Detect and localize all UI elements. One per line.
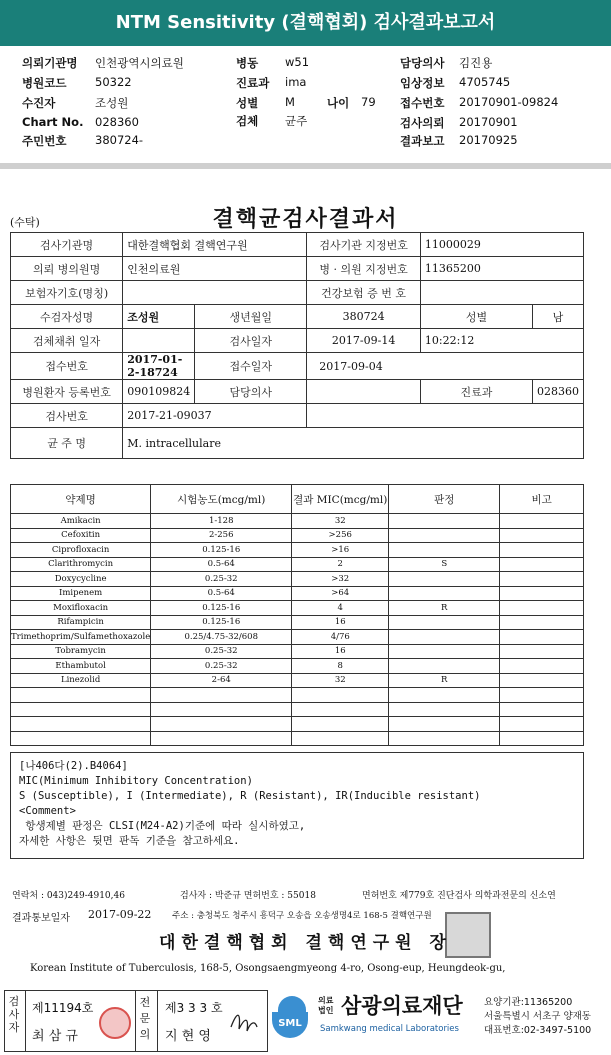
info-value bbox=[307, 380, 421, 404]
hdr-value: 인천광역시의료원 bbox=[95, 56, 184, 70]
hdr-value: 20170901-09824 bbox=[459, 95, 559, 109]
drug-row bbox=[11, 514, 584, 529]
drug-cell-range: 0.25-32 bbox=[151, 572, 292, 587]
drug-cell-mic: >256 bbox=[292, 528, 389, 543]
drug-cell-interp bbox=[389, 572, 500, 587]
hdr-label: 결과보고 bbox=[400, 134, 445, 148]
hdr-label: 나이 bbox=[327, 96, 350, 110]
drug-cell-name: Cefoxitin bbox=[11, 528, 151, 543]
hdr-label: 진료과 bbox=[236, 76, 270, 90]
report-date: 2017-09-22 bbox=[88, 908, 152, 921]
drug-cell-interp bbox=[389, 615, 500, 630]
drug-cell-note bbox=[500, 586, 584, 601]
info-value bbox=[123, 329, 195, 353]
drug-cell-range bbox=[151, 688, 292, 703]
drug-cell-range bbox=[151, 731, 292, 746]
lab-footer bbox=[0, 988, 611, 1055]
lab-name-en: Samkwang medical Laboratories bbox=[320, 1024, 459, 1034]
examiner-no: 제11194호 bbox=[32, 1001, 94, 1015]
drug-cell-range: 1-128 bbox=[151, 514, 292, 529]
hdr-value: 50322 bbox=[95, 75, 132, 89]
info-value: 380724 bbox=[307, 305, 421, 329]
info-value: 조성원 bbox=[123, 305, 195, 329]
drug-cell-mic bbox=[292, 702, 389, 717]
drug-cell-range bbox=[151, 717, 292, 732]
drug-cell-name: Moxifloxacin bbox=[11, 601, 151, 616]
examiner-name: 최 삼 규 bbox=[32, 1029, 78, 1044]
drug-cell-note bbox=[500, 557, 584, 572]
info-label: 의뢰 병의원명 bbox=[11, 257, 123, 281]
info-label: 진료과 bbox=[420, 380, 532, 404]
hdr-label: 병원코드 bbox=[22, 76, 67, 90]
drug-cell-range: 0.25-32 bbox=[151, 644, 292, 659]
drug-cell-mic: 32 bbox=[292, 673, 389, 688]
drug-cell-interp bbox=[389, 528, 500, 543]
report-title: NTM Sensitivity (결핵협회) 검사결과보고서 bbox=[0, 0, 611, 46]
drug-row bbox=[11, 601, 584, 616]
drug-cell-note bbox=[500, 514, 584, 529]
note-line: S (Susceptible), I (Intermediate), R (Resistant), IR(Inducible resistant) bbox=[19, 790, 481, 802]
drug-cell-note bbox=[500, 659, 584, 674]
lab-phone: 대표번호:02-3497-5100 bbox=[484, 1025, 592, 1036]
drug-row bbox=[11, 557, 584, 572]
note-line: <Comment> bbox=[19, 805, 76, 817]
drug-cell-note bbox=[500, 717, 584, 732]
info-value: 남 bbox=[533, 305, 584, 329]
specialist-label: 전문의 bbox=[139, 996, 151, 1041]
signature-box bbox=[4, 990, 268, 1052]
hdr-label: 의뢰기관명 bbox=[22, 56, 78, 70]
col-header: 판정 bbox=[389, 485, 500, 514]
drug-cell-interp bbox=[389, 630, 500, 645]
info-value: 2017-09-14 bbox=[307, 329, 421, 353]
drug-cell-range: 0.125-16 bbox=[151, 601, 292, 616]
drug-row bbox=[11, 615, 584, 630]
drug-row bbox=[11, 644, 584, 659]
info-label: 검사일자 bbox=[195, 329, 307, 353]
susceptibility-table bbox=[10, 484, 584, 746]
hdr-value: 20170925 bbox=[459, 133, 518, 147]
drug-cell-name: Rifampicin bbox=[11, 615, 151, 630]
drug-row bbox=[11, 702, 584, 717]
drug-cell-mic: 32 bbox=[292, 514, 389, 529]
col-header: 비고 bbox=[500, 485, 584, 514]
scanned-document bbox=[0, 172, 611, 972]
info-label: 접수번호 bbox=[11, 353, 123, 380]
col-header: 약제명 bbox=[11, 485, 151, 514]
info-label: 수검자성명 bbox=[11, 305, 123, 329]
divider bbox=[0, 163, 611, 169]
info-value: 인천의료원 bbox=[123, 257, 307, 281]
info-value: 2017-01-2-18724 bbox=[123, 353, 195, 380]
drug-cell-name: Tobramycin bbox=[11, 644, 151, 659]
col-header: 결과 MIC(mcg/ml) bbox=[292, 485, 389, 514]
drug-cell-mic: 16 bbox=[292, 644, 389, 659]
drug-cell-name bbox=[11, 688, 151, 703]
drug-row bbox=[11, 673, 584, 688]
drug-cell-mic: 2 bbox=[292, 557, 389, 572]
drug-cell-interp bbox=[389, 688, 500, 703]
drug-cell-mic: 8 bbox=[292, 659, 389, 674]
logo-mark: SML bbox=[272, 1012, 308, 1038]
info-value: 10:22:12 bbox=[420, 329, 583, 353]
drug-cell-name: Imipenem bbox=[11, 586, 151, 601]
drug-cell-note bbox=[500, 528, 584, 543]
hdr-value: 380724- bbox=[95, 133, 144, 147]
drug-cell-note bbox=[500, 615, 584, 630]
specialist-name: 지 현 영 bbox=[165, 1029, 211, 1044]
note-line: 항생제별 판정은 CLSI(M24-A2)기준에 따라 실시하였고, bbox=[19, 820, 306, 832]
info-value: M. intracellulare bbox=[123, 428, 584, 459]
note-line: MIC(Minimum Inhibitory Concentration) bbox=[19, 775, 253, 787]
drug-cell-mic: >16 bbox=[292, 543, 389, 558]
drug-cell-mic: >32 bbox=[292, 572, 389, 587]
drug-cell-note bbox=[500, 731, 584, 746]
drug-cell-range: 2-64 bbox=[151, 673, 292, 688]
info-label: 병 · 의원 지정번호 bbox=[307, 257, 421, 281]
drug-rows bbox=[11, 514, 584, 746]
hdr-value: 4705745 bbox=[459, 75, 511, 89]
info-label: 검체채취 일자 bbox=[11, 329, 123, 353]
drug-cell-name: Ciprofloxacin bbox=[11, 543, 151, 558]
drug-row bbox=[11, 528, 584, 543]
hdr-value: 20170901 bbox=[459, 115, 518, 129]
info-value: 2017-21-09037 bbox=[123, 404, 307, 428]
info-label: 병원환자 등록번호 bbox=[11, 380, 123, 404]
drug-cell-mic: 16 bbox=[292, 615, 389, 630]
hdr-label: 담당의사 bbox=[400, 56, 445, 70]
drug-cell-name: Clarithromycin bbox=[11, 557, 151, 572]
drug-cell-note bbox=[500, 543, 584, 558]
examiner-label: 검사자 bbox=[8, 995, 20, 1034]
drug-cell-note bbox=[500, 572, 584, 587]
hdr-label: 접수번호 bbox=[400, 96, 445, 110]
address-text: 주소 : 충청북도 청주시 흥덕구 오송읍 오송생명4로 168-5 결핵연구원 bbox=[172, 911, 432, 921]
drug-cell-mic bbox=[292, 688, 389, 703]
signature-icon bbox=[227, 1007, 261, 1037]
info-label: 검사기관명 bbox=[11, 233, 123, 257]
drug-cell-name: Amikacin bbox=[11, 514, 151, 529]
drug-cell-mic: 4 bbox=[292, 601, 389, 616]
info-value: 090109824 bbox=[123, 380, 195, 404]
drug-cell-interp bbox=[389, 514, 500, 529]
info-label: 성별 bbox=[420, 305, 532, 329]
drug-cell-range: 0.25/4.75-32/608 bbox=[151, 630, 292, 645]
hdr-label: 수진자 bbox=[22, 96, 56, 110]
patient-info-table bbox=[10, 232, 584, 459]
drug-cell-note bbox=[500, 630, 584, 645]
drug-cell-range: 0.5-64 bbox=[151, 557, 292, 572]
drug-row bbox=[11, 659, 584, 674]
lab-name: 삼광의료재단 bbox=[341, 994, 463, 1018]
drug-cell-name: Trimethoprim/Sulfamethoxazole bbox=[11, 630, 151, 645]
hdr-label: 병동 bbox=[236, 56, 259, 70]
drug-row bbox=[11, 586, 584, 601]
info-value: 대한결핵협회 결핵연구원 bbox=[123, 233, 307, 257]
drug-cell-interp bbox=[389, 644, 500, 659]
hdr-value: M bbox=[285, 95, 295, 109]
info-value: 2017-09-04 bbox=[307, 353, 584, 380]
drug-row bbox=[11, 543, 584, 558]
hdr-label: 검체 bbox=[236, 114, 259, 128]
info-value bbox=[123, 281, 307, 305]
hdr-label: 검사의뢰 bbox=[400, 116, 445, 130]
drug-cell-note bbox=[500, 673, 584, 688]
drug-cell-name: Linezolid bbox=[11, 673, 151, 688]
drug-cell-interp bbox=[389, 586, 500, 601]
org-english: Korean Institute of Tuberculosis, 168-5, Osongsaengmyeong 4-ro, Osong-eup, Heungdeok-gu, bbox=[30, 963, 506, 974]
drug-row bbox=[11, 688, 584, 703]
specialist-no: 제3 3 3 호 bbox=[165, 1001, 223, 1015]
drug-cell-interp bbox=[389, 659, 500, 674]
drug-row bbox=[11, 572, 584, 587]
lab-logo bbox=[272, 996, 314, 1042]
info-value bbox=[420, 281, 583, 305]
info-value: 11365200 bbox=[420, 257, 583, 281]
drug-cell-interp bbox=[389, 717, 500, 732]
info-label: 검사기관 지정번호 bbox=[307, 233, 421, 257]
hdr-value: 조성원 bbox=[95, 96, 129, 110]
drug-cell-range: 0.125-16 bbox=[151, 615, 292, 630]
hdr-label: 임상정보 bbox=[400, 76, 445, 90]
drug-cell-interp bbox=[389, 731, 500, 746]
note-line: [나406다(2).B4064] bbox=[19, 760, 128, 772]
drug-cell-range: 0.5-64 bbox=[151, 586, 292, 601]
hdr-label: Chart No. bbox=[22, 115, 84, 129]
drug-cell-mic: 4/76 bbox=[292, 630, 389, 645]
drug-cell-range: 0.125-16 bbox=[151, 543, 292, 558]
hdr-value: 김진용 bbox=[459, 56, 493, 70]
hdr-value: w51 bbox=[285, 55, 310, 69]
examiner-text: 검사자 : 박준규 면허번호 : 55018 bbox=[180, 891, 316, 901]
hdr-value: 028360 bbox=[95, 115, 139, 129]
hdr-value: 균주 bbox=[285, 114, 308, 128]
drug-cell-name: Doxycycline bbox=[11, 572, 151, 587]
info-label: 검사번호 bbox=[11, 404, 123, 428]
drug-cell-mic: >64 bbox=[292, 586, 389, 601]
info-label: 생년월일 bbox=[195, 305, 307, 329]
drug-cell-name bbox=[11, 731, 151, 746]
drug-cell-interp: R bbox=[389, 673, 500, 688]
info-label: 담당의사 bbox=[195, 380, 307, 404]
drug-cell-mic bbox=[292, 731, 389, 746]
info-value: 11000029 bbox=[420, 233, 583, 257]
hdr-label: 성별 bbox=[236, 96, 259, 110]
drug-cell-interp: R bbox=[389, 601, 500, 616]
hdr-value: ima bbox=[285, 75, 307, 89]
drug-cell-note bbox=[500, 601, 584, 616]
drug-cell-interp bbox=[389, 702, 500, 717]
info-label: 접수일자 bbox=[195, 353, 307, 380]
drug-row bbox=[11, 731, 584, 746]
drug-cell-note bbox=[500, 644, 584, 659]
info-value: 028360 bbox=[533, 380, 584, 404]
logo-tag: 의료법인 bbox=[318, 996, 334, 1015]
drug-cell-range: 2-256 bbox=[151, 528, 292, 543]
lab-code: 요양기관:11365200 bbox=[484, 997, 573, 1008]
report-date-label: 결과통보일자 bbox=[12, 913, 70, 924]
hdr-label: 주민번호 bbox=[22, 134, 67, 148]
drug-cell-name bbox=[11, 702, 151, 717]
info-label: 균 주 명 bbox=[11, 428, 123, 459]
drug-cell-interp bbox=[389, 543, 500, 558]
drug-cell-interp: S bbox=[389, 557, 500, 572]
drug-row bbox=[11, 717, 584, 732]
info-label: 건강보험 증 번 호 bbox=[307, 281, 421, 305]
drug-cell-range bbox=[151, 702, 292, 717]
license-text: 면허번호 제779호 진단검사 의학과전문의 신소연 bbox=[362, 891, 556, 901]
drug-cell-note bbox=[500, 702, 584, 717]
issuing-org: 대한결핵협회 결핵연구원 장 bbox=[159, 933, 452, 953]
lab-address: 서울특별시 서초구 양재동 bbox=[484, 1011, 591, 1022]
drug-cell-note bbox=[500, 688, 584, 703]
document-title: 결핵균검사결과서 bbox=[212, 206, 399, 232]
drug-row bbox=[11, 630, 584, 645]
info-label: 보험자기호(명칭) bbox=[11, 281, 123, 305]
sutak-label: (수탁) bbox=[10, 216, 40, 229]
note-line: 자세한 사항은 뒷면 판독 기준을 참고하세요. bbox=[19, 835, 240, 847]
drug-cell-range: 0.25-32 bbox=[151, 659, 292, 674]
seal-icon bbox=[99, 1007, 131, 1039]
drug-cell-mic bbox=[292, 717, 389, 732]
col-header: 시험농도(mcg/ml) bbox=[151, 485, 292, 514]
notes-box bbox=[10, 752, 584, 859]
logo-arc-icon bbox=[278, 996, 306, 1012]
contact-text: 연락처 : 043)249-4910,46 bbox=[12, 891, 125, 901]
drug-cell-name bbox=[11, 717, 151, 732]
age-value: 79 bbox=[361, 95, 376, 109]
drug-cell-name: Ethambutol bbox=[11, 659, 151, 674]
